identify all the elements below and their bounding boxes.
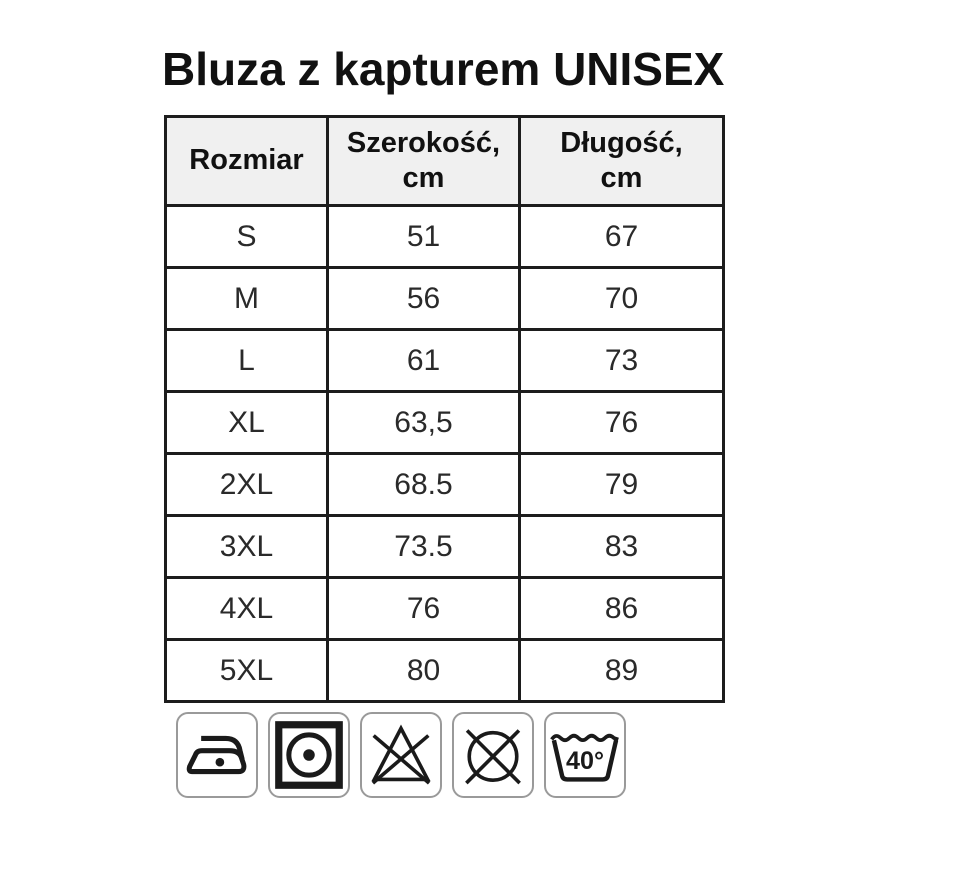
width-cell: 73.5: [328, 516, 520, 578]
table-header-row: [166, 117, 724, 206]
col-header-width-label: Szerokość,: [346, 126, 501, 159]
width-cell: 51: [328, 206, 520, 268]
do-not-bleach-icon: [365, 718, 437, 792]
width-cell: 80: [328, 640, 520, 702]
col-header-width: [328, 117, 520, 206]
care-symbol-tumble-dry: [268, 712, 350, 798]
care-symbols-row: [176, 712, 626, 798]
table-row: [166, 640, 724, 702]
width-cell: 68.5: [328, 454, 520, 516]
width-cell: 63,5: [328, 392, 520, 454]
col-header-size: [166, 117, 328, 206]
length-cell: 70: [520, 268, 724, 330]
table-row: [166, 516, 724, 578]
size-cell: S: [166, 206, 328, 268]
length-cell: 83: [520, 516, 724, 578]
iron-one-dot-icon: [181, 718, 253, 792]
length-cell: 86: [520, 578, 724, 640]
col-header-length: [520, 117, 724, 206]
table-row: [166, 454, 724, 516]
table-row: [166, 578, 724, 640]
care-symbol-do-not-dry-clean: [452, 712, 534, 798]
page-title: Bluza z kapturem UNISEX: [162, 43, 725, 95]
size-cell: 2XL: [166, 454, 328, 516]
tumble-dry-one-dot-icon: [273, 718, 345, 792]
wash-40-icon: [548, 718, 622, 792]
size-cell: XL: [166, 392, 328, 454]
length-cell: 79: [520, 454, 724, 516]
care-symbol-wash-40: [544, 712, 626, 798]
do-not-dry-clean-icon: [457, 718, 529, 792]
col-header-size-label: Rozmiar: [189, 144, 304, 177]
length-cell: 76: [520, 392, 724, 454]
length-cell: 67: [520, 206, 724, 268]
size-cell: M: [166, 268, 328, 330]
col-header-length-unit: cm: [600, 162, 643, 194]
size-cell: 3XL: [166, 516, 328, 578]
size-cell: 4XL: [166, 578, 328, 640]
length-cell: 89: [520, 640, 724, 702]
size-cell: 5XL: [166, 640, 328, 702]
length-cell: 73: [520, 330, 724, 392]
size-cell: L: [166, 330, 328, 392]
width-cell: 56: [328, 268, 520, 330]
table-row: [166, 268, 724, 330]
width-cell: 76: [328, 578, 520, 640]
table-row: [166, 206, 724, 268]
care-symbol-iron: [176, 712, 258, 798]
size-table: [164, 115, 725, 703]
care-symbol-do-not-bleach: [360, 712, 442, 798]
col-header-width-unit: cm: [402, 162, 445, 194]
table-row: [166, 392, 724, 454]
width-cell: 61: [328, 330, 520, 392]
wash-temp-label: 40°: [565, 747, 605, 776]
col-header-length-label: Długość,: [560, 126, 683, 159]
table-row: [166, 330, 724, 392]
